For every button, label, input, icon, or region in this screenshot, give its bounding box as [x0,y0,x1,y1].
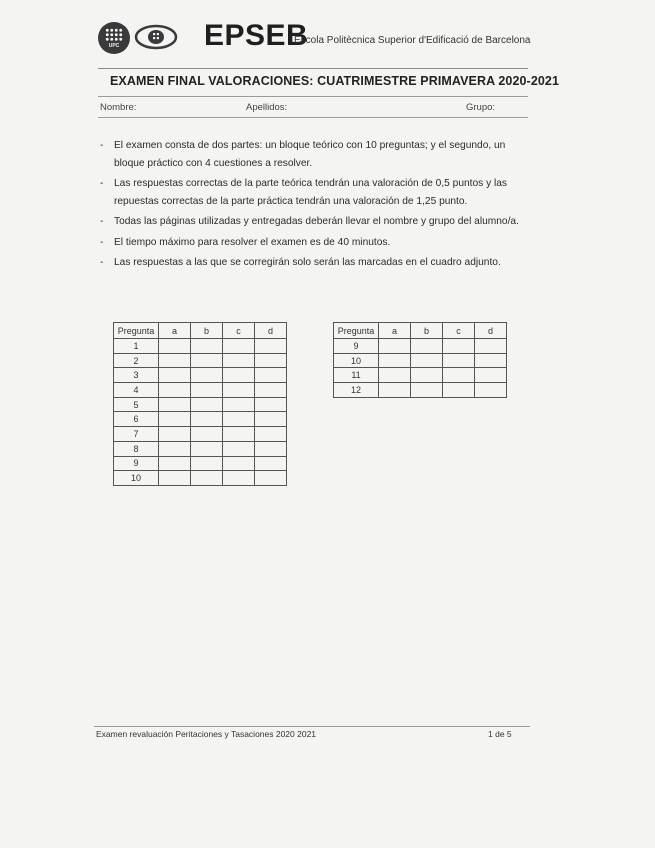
header-b: b [191,323,223,339]
answer-cell-b[interactable] [191,368,223,383]
question-number: 3 [114,368,159,383]
answer-cell-c[interactable] [223,368,255,383]
answer-cell-d[interactable] [255,427,287,442]
answer-cell-b[interactable] [411,368,443,383]
answer-cell-b[interactable] [411,383,443,398]
student-fields [100,102,528,116]
table-row [114,383,287,398]
answer-cell-b[interactable] [191,427,223,442]
answer-cell-a[interactable] [159,368,191,383]
instructions-list [100,137,528,275]
question-number: 4 [114,383,159,398]
header-pregunta: Pregunta [114,323,159,339]
page-number: 1 de 5 [488,729,512,739]
upc-logo-text: UPC [108,43,120,49]
school-name: Escola Politècnica Superior d'Edificació de Barcelona [294,35,531,46]
answer-cell-a[interactable] [159,353,191,368]
answer-cell-a[interactable] [159,427,191,442]
instruction-item: - El tiempo máximo para resolver el examen es de 40 minutos. [100,236,391,248]
answer-cell-a[interactable] [159,339,191,354]
table-row [114,412,287,427]
header [98,20,538,60]
answer-cell-a[interactable] [379,353,411,368]
answer-table-theory [113,322,287,486]
question-number: 2 [114,353,159,368]
table-row [114,368,287,383]
table-header-row [114,323,287,339]
apellidos-label: Apellidos: [246,102,288,113]
table-row [334,353,507,368]
instruction-item: - Las respuestas correctas de la parte teórica tendrán una valoración de 0,5 puntos y las repuestas correctas de la parte práctica tendrán una valoración de 1,25 punto. [100,178,508,207]
header-c: c [223,323,255,339]
header-pregunta: Pregunta [334,323,379,339]
instruction-item: - Todas las páginas utilizadas y entregadas deberán llevar el nombre y grupo del alumno/a. [100,216,519,227]
answer-cell-c[interactable] [443,353,475,368]
answer-cell-b[interactable] [191,339,223,354]
answer-cell-d[interactable] [475,339,507,354]
answer-cell-d[interactable] [255,339,287,354]
question-number: 5 [114,397,159,412]
answer-cell-c[interactable] [223,412,255,427]
answer-cell-a[interactable] [159,456,191,471]
upc-logo-dots [105,28,123,42]
grupo-label: Grupo: [466,102,496,113]
answer-cell-d[interactable] [255,441,287,456]
header-d: d [475,323,507,339]
school-acronym: EPSEB [204,19,309,52]
question-number: 9 [114,456,159,471]
answer-table-practice [333,322,507,398]
table-row [114,353,287,368]
answer-cell-a[interactable] [379,383,411,398]
table-row [114,471,287,486]
answer-cell-b[interactable] [191,412,223,427]
header-d: d [255,323,287,339]
answer-cell-c[interactable] [223,471,255,486]
question-number: 12 [334,383,379,398]
table-row [114,397,287,412]
answer-cell-b[interactable] [191,383,223,398]
answer-cell-d[interactable] [255,471,287,486]
table-row [114,427,287,442]
answer-cell-a[interactable] [159,471,191,486]
answer-cell-d[interactable] [255,383,287,398]
answer-cell-c[interactable] [223,441,255,456]
answer-cell-b[interactable] [411,339,443,354]
answer-cell-c[interactable] [223,353,255,368]
title-rule-bottom [98,117,528,118]
answer-cell-d[interactable] [255,412,287,427]
answer-cell-c[interactable] [443,339,475,354]
answer-cell-d[interactable] [255,368,287,383]
question-number: 8 [114,441,159,456]
header-b: b [411,323,443,339]
answer-cell-b[interactable] [411,353,443,368]
table-header-row [334,323,507,339]
answer-cell-d[interactable] [255,456,287,471]
nombre-label: Nombre: [100,102,137,113]
answer-cell-a[interactable] [159,441,191,456]
question-number: 10 [334,353,379,368]
answer-cell-d[interactable] [475,383,507,398]
instruction-item: - El examen consta de dos partes: un bloque teórico con 10 preguntas; y el segundo, un bloque práctico con 4 cuestiones a resolver. [100,140,506,169]
answer-cell-c[interactable] [223,456,255,471]
answer-cell-c[interactable] [223,397,255,412]
answer-cell-d[interactable] [255,353,287,368]
answer-cell-b[interactable] [191,456,223,471]
answer-cell-b[interactable] [191,441,223,456]
table-row [114,456,287,471]
header-a: a [379,323,411,339]
header-a: a [159,323,191,339]
upc-logo [98,22,130,54]
table-row [334,339,507,354]
answer-cell-a[interactable] [159,412,191,427]
answer-cell-a[interactable] [379,339,411,354]
answer-cell-c[interactable] [443,368,475,383]
answer-cell-b[interactable] [191,353,223,368]
answer-cell-c[interactable] [223,427,255,442]
answer-cell-a[interactable] [159,383,191,398]
answer-cell-c[interactable] [223,339,255,354]
table-row [114,339,287,354]
question-number: 9 [334,339,379,354]
title-rule-middle [98,96,528,97]
answer-cell-d[interactable] [475,368,507,383]
footer-rule [94,726,530,727]
question-number: 1 [114,339,159,354]
title-rule-top [98,68,528,69]
epseb-logo [134,24,178,50]
answer-cell-a[interactable] [379,368,411,383]
answer-cell-d[interactable] [475,353,507,368]
footer-course: Examen revaluación Peritaciones y Tasaciones 2020 2021 [96,729,317,739]
table-row [334,383,507,398]
answer-cell-b[interactable] [191,471,223,486]
answer-cell-c[interactable] [443,383,475,398]
answer-cell-c[interactable] [223,383,255,398]
answer-cell-a[interactable] [159,397,191,412]
table-row [114,441,287,456]
table-row [334,368,507,383]
answer-cell-b[interactable] [191,397,223,412]
answer-cell-d[interactable] [255,397,287,412]
question-number: 7 [114,427,159,442]
question-number: 6 [114,412,159,427]
header-c: c [443,323,475,339]
question-number: 11 [334,368,379,383]
instruction-item: - Las respuestas a las que se corregirán solo serán las marcadas en el cuadro adjunto. [100,257,501,268]
exam-title: EXAMEN FINAL VALORACIONES: CUATRIMESTRE PRIMAVERA 2020-2021 [110,74,560,88]
question-number: 10 [114,471,159,486]
